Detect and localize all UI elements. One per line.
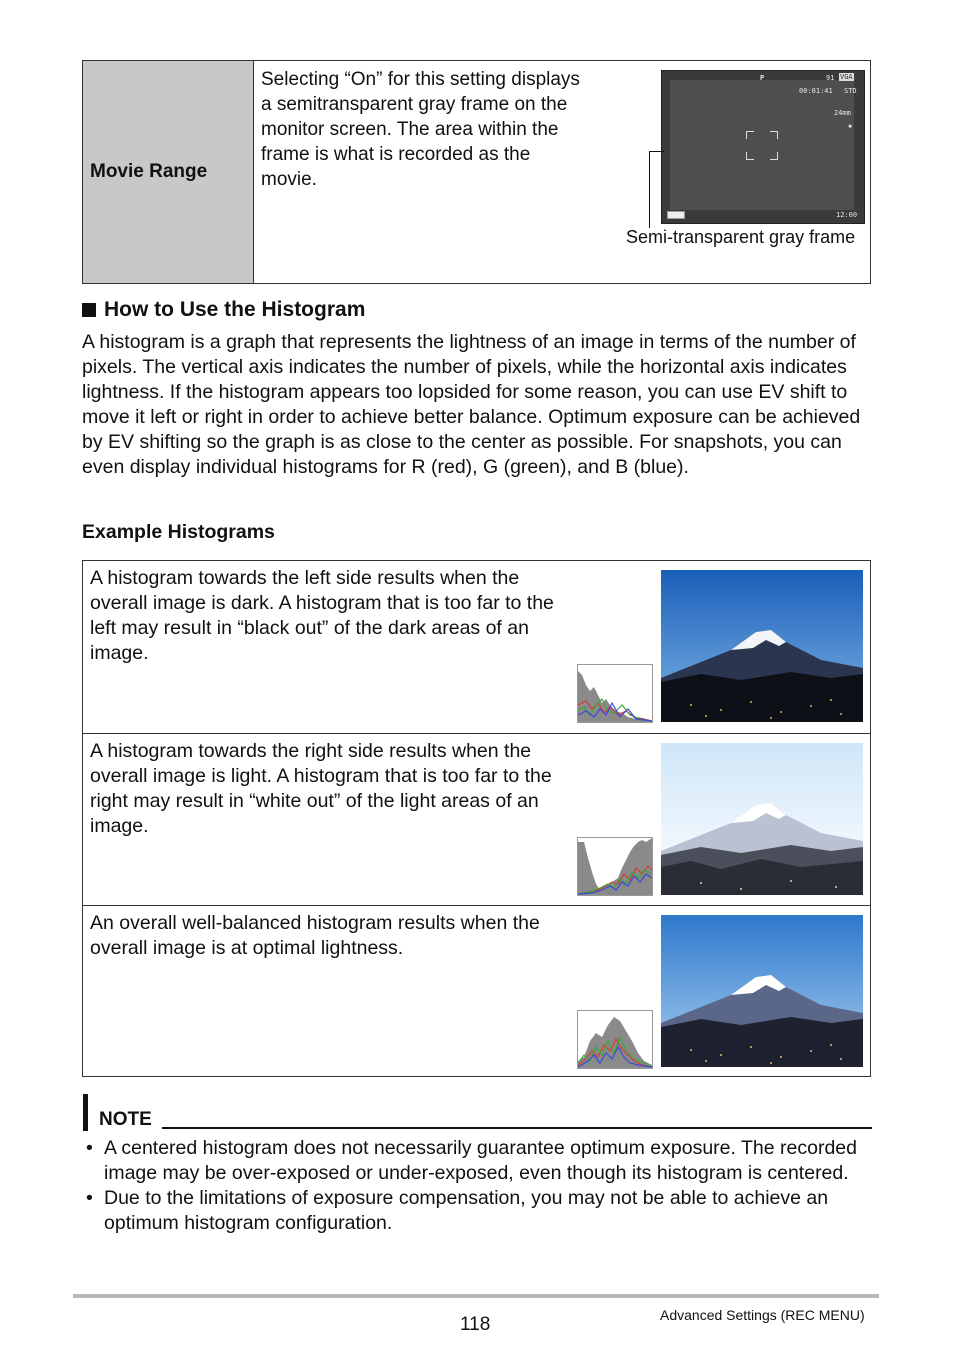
focus-bracket-tl: [746, 131, 754, 139]
movie-range-label-cell: [83, 61, 254, 283]
semi-transparent-frame: [670, 80, 854, 210]
movie-range-description: Selecting “On” for this setting displays a semitransparent gray frame on the monitor screen. The area within the frame is what is recorded as the movie.: [261, 69, 580, 190]
example-text: An overall well-balanced histogram results when the overall image is at optimal lightness.: [90, 912, 540, 959]
photo-dark-mountain: [661, 570, 863, 722]
monitor-screen-image: [661, 70, 865, 224]
footer-divider: [73, 1294, 879, 1298]
note-title: NOTE: [99, 1109, 152, 1130]
focal-length: 24mm: [834, 109, 851, 117]
note-item: • A centered histogram does not necessarily guarantee optimum exposure. The recorded image may be over-exposed or under-exposed, even though its histogram is centered.: [86, 1137, 857, 1184]
clock-display: 12:00: [836, 211, 858, 219]
page-number: 118: [460, 1314, 491, 1335]
focus-bracket-bl: [746, 152, 754, 160]
histogram-light: [577, 837, 653, 896]
examples-heading: Example Histograms: [82, 521, 275, 543]
histogram-dark: [577, 664, 653, 723]
movie-range-table: [82, 60, 871, 284]
note-item: • Due to the limitations of exposure compensation, you may not be able to achieve an optimum histogram configuration.: [86, 1187, 829, 1234]
callout-leader-line: [649, 151, 664, 228]
bullet-icon: •: [86, 1137, 93, 1159]
photo-balanced-mountain: [661, 915, 863, 1067]
example-text: A histogram towards the right side results when the overall image is light. A histogram that is too far to the right may result in “white out” of the light areas of an image.: [90, 740, 552, 837]
focus-bracket-br: [770, 152, 778, 160]
examples-table: [82, 560, 871, 1077]
note-list: [82, 1136, 872, 1236]
stabilizer-icon: ▪: [848, 122, 853, 130]
histogram-intro: A histogram is a graph that represents the lightness of an image in terms of the number of pixels. The vertical axis indicates the number of pixels, while the horizontal axis indicates lightness. If the histogram appears too lopsided for some reason, you can use EV shift to move it left or right in order to achieve better balance. Optimum exposure can be achieved by EV shifting so the graph is as close to the center as possible. For snapshots, you can even display individual histograms for R (red), G (green), and B (blue).: [82, 331, 861, 478]
remaining-time: 00:01:41: [799, 87, 833, 95]
size-indicator: STD: [844, 87, 857, 95]
photo-light-mountain: [661, 743, 863, 895]
mode-indicator: P: [760, 74, 765, 82]
note-marker: [83, 1094, 88, 1131]
example-row-balanced: [83, 905, 870, 1078]
histogram-balanced: [577, 1010, 653, 1069]
quality-badge: VGA: [840, 73, 853, 81]
focus-bracket-tr: [770, 131, 778, 139]
example-row-dark: [83, 561, 870, 733]
footer-section-label: Advanced Settings (REC MENU): [660, 1307, 865, 1323]
example-text: A histogram towards the left side results when the overall image is dark. A histogram that is too far to the left may result in “black out” of the dark areas of an image.: [90, 567, 554, 664]
battery-icon: [667, 211, 685, 219]
note-divider: [162, 1127, 872, 1129]
bullet-icon: •: [86, 1187, 93, 1209]
example-row-light: [83, 733, 870, 905]
shot-count: 91: [826, 74, 835, 82]
square-bullet-icon: [82, 303, 96, 317]
movie-range-label: Movie Range: [90, 161, 208, 182]
histogram-heading: How to Use the Histogram: [82, 298, 365, 322]
callout-label: Semi-transparent gray frame: [626, 227, 856, 247]
